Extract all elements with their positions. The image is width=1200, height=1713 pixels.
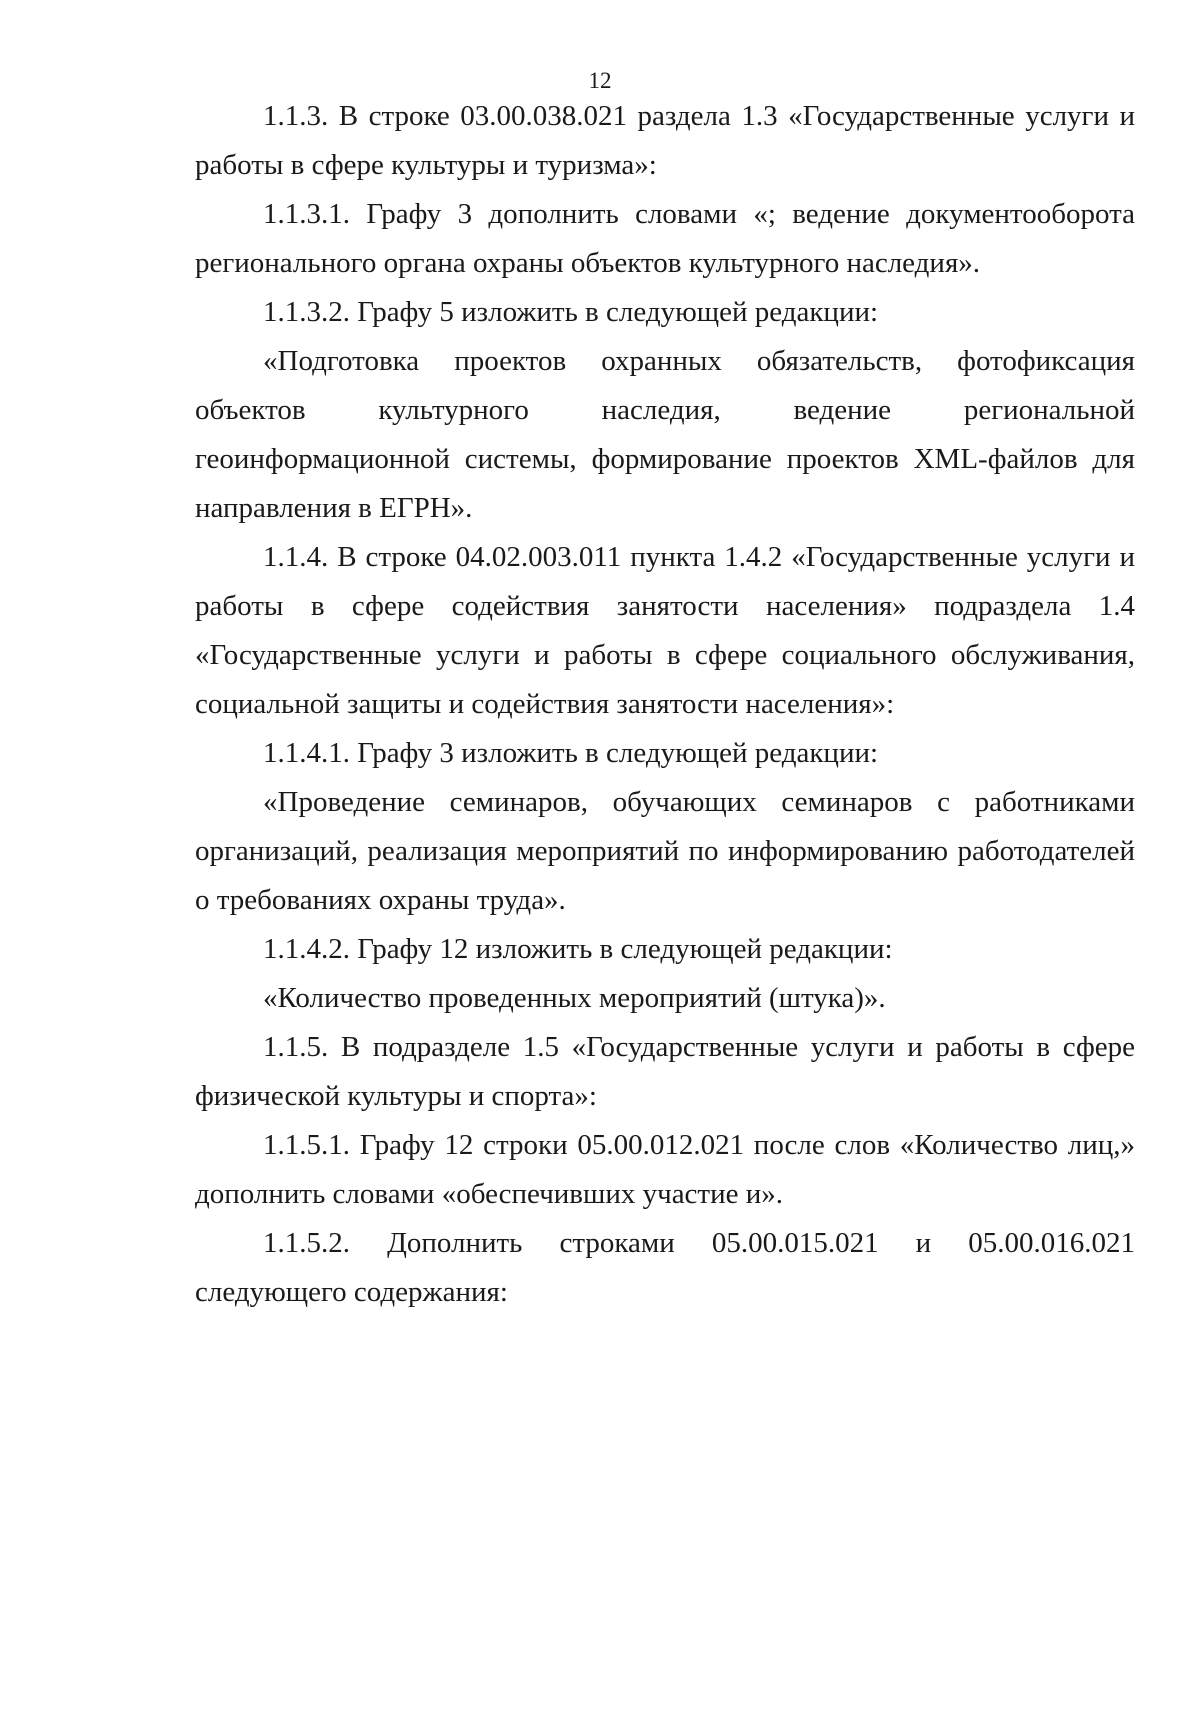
- paragraph-1-1-4-2: 1.1.4.2. Графу 12 изложить в следующей редакции:: [263, 933, 893, 965]
- document-body: [195, 92, 1135, 1317]
- paragraph-1-1-3: 1.1.3. В строке 03.00.038.021 раздела 1.3 «Государственные услуги и работы в сфере культуры и туризма»:: [195, 100, 1135, 181]
- paragraph-1-1-5: 1.1.5. В подразделе 1.5 «Государственные услуги и работы в сфере физической культуры и спорта»:: [195, 1031, 1135, 1112]
- paragraph-1-1-5-2: 1.1.5.2. Дополнить строками 05.00.015.021 и 05.00.016.021 следующего содержания:: [195, 1227, 1135, 1308]
- paragraph-quote-graph-12: «Количество проведенных мероприятий (штука)».: [263, 982, 886, 1014]
- paragraph-quote-graph-5: «Подготовка проектов охранных обязательств, фотофиксация объектов культурного наследия, ведение региональной геоинформационной системы, формирование проектов XML-файлов для направления в ЕГРН».: [195, 345, 1135, 524]
- paragraph-1-1-5-1: 1.1.5.1. Графу 12 строки 05.00.012.021 после слов «Количество лиц,» дополнить словами «обеспечивших участие и».: [195, 1129, 1135, 1210]
- paragraph-1-1-3-2: 1.1.3.2. Графу 5 изложить в следующей редакции:: [263, 296, 879, 328]
- paragraph-1-1-3-1: 1.1.3.1. Графу 3 дополнить словами «; ведение документооборота регионального органа охраны объектов культурного наследия».: [195, 198, 1135, 279]
- paragraph-1-1-4-1: 1.1.4.1. Графу 3 изложить в следующей редакции:: [263, 737, 879, 769]
- paragraph-quote-graph-3: «Проведение семинаров, обучающих семинаров с работниками организаций, реализация мероприятий по информированию работодателей о требованиях охраны труда».: [195, 786, 1135, 916]
- paragraph-1-1-4: 1.1.4. В строке 04.02.003.011 пункта 1.4.2 «Государственные услуги и работы в сфере содействия занятости населения» подраздела 1.4 «Государственные услуги и работы в сфере социального обслуживания, социальной защиты и содействия занятости населения»:: [195, 541, 1135, 720]
- page-number: 12: [588, 68, 612, 93]
